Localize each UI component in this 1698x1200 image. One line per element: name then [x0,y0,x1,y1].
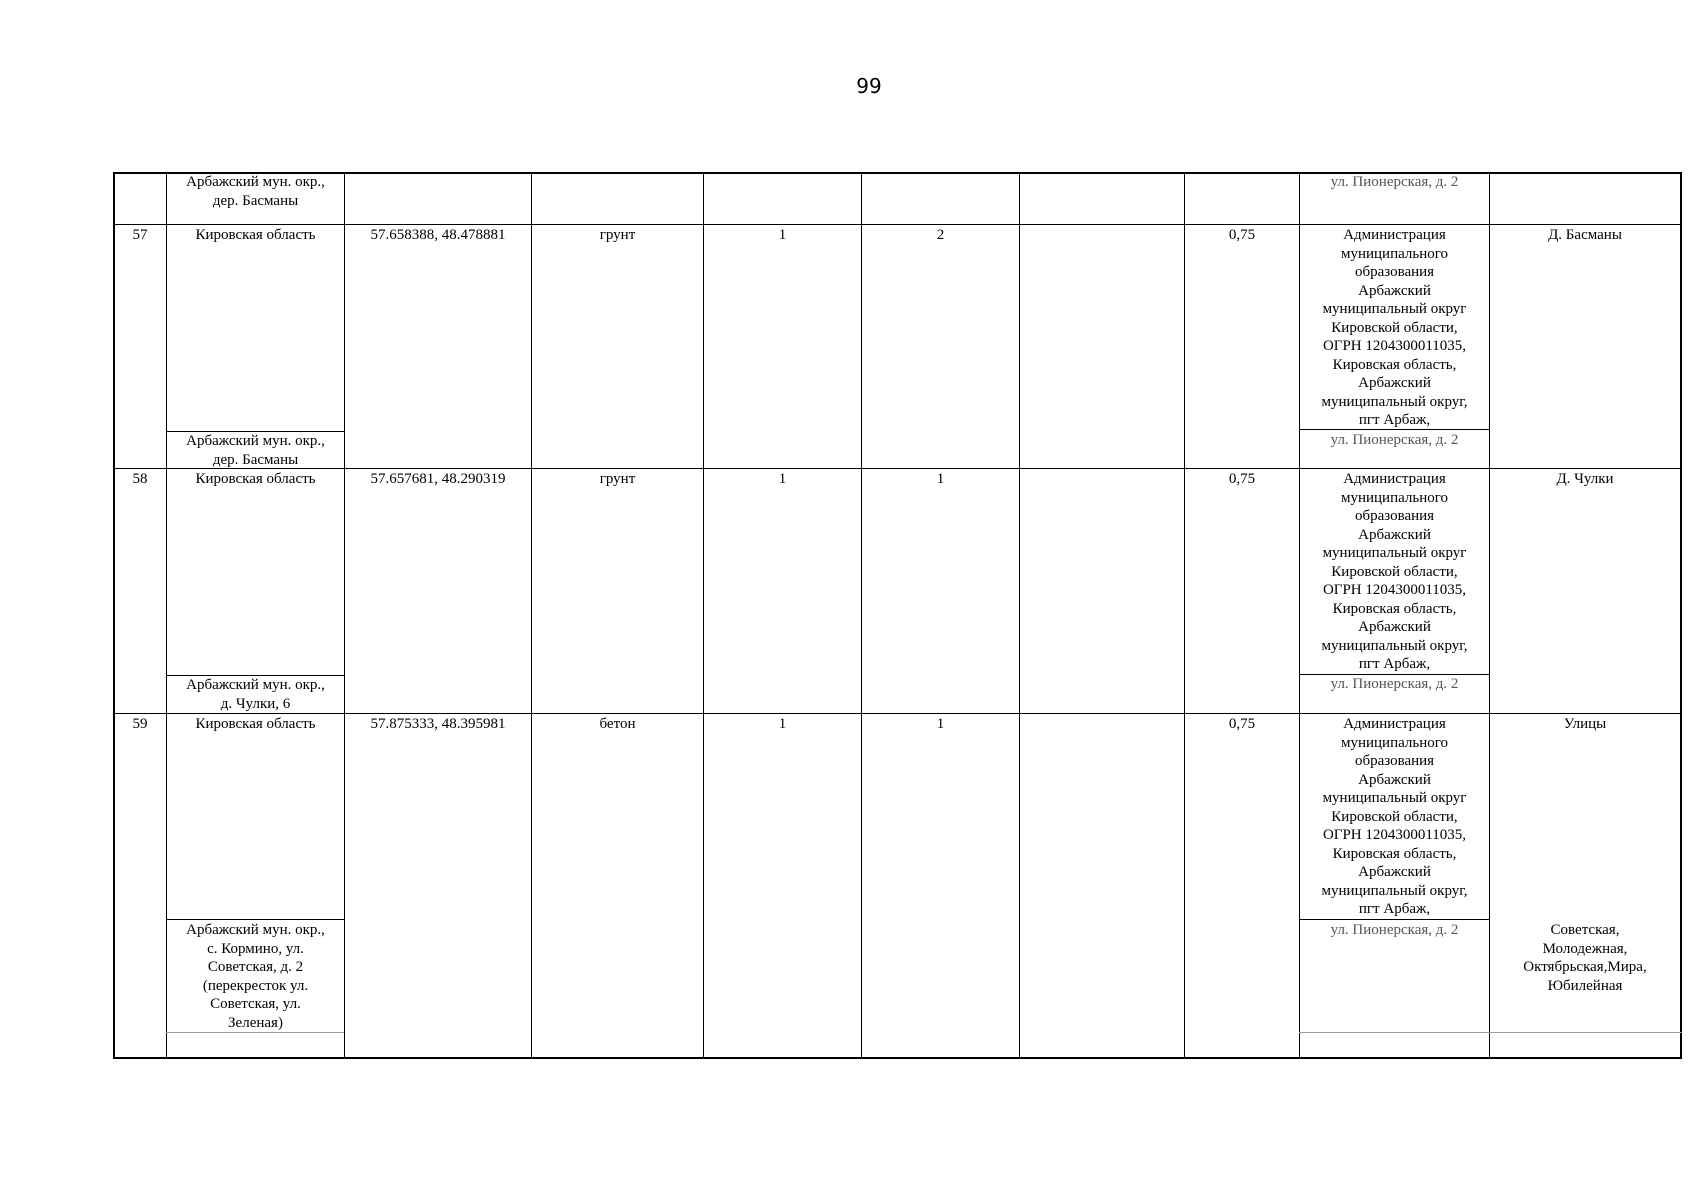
count-cell: 2 [936,227,945,243]
count-cell: 1 [936,471,945,487]
row-number: 59 [132,716,148,732]
row-number: 58 [132,471,148,487]
surface-cell: грунт [599,227,636,243]
volume-cell: 0,75 [1228,716,1256,732]
owner-tail-cell: ул. Пионерская, д. 2 [1330,432,1459,448]
location-cell: Арбажский мун. окр., с. Кормино, ул. Советская, д. 2 (перекресток ул. Советская, ул. Зеленая) [186,922,325,1031]
owner-cell: Администрация муниципального образования Арбажский муниципальный округ Кировской области, ОГРН 1204300011035, Кировская область, Арбажский муниципальный округ, пгт Арбаж, [1321,471,1468,672]
location-cell: Арбажский мун. окр., дер. Басманы [186,433,325,468]
volume-cell: 0,75 [1228,227,1256,243]
region-cell: Кировская область [195,227,316,243]
served-area-cell: Д. Басманы [1548,227,1622,243]
location-cell: Арбажский мун. окр., д. Чулки, 6 [186,677,325,712]
volume-cell: 0,75 [1228,471,1256,487]
region-cell: Кировская область [195,716,316,732]
page-number: 99 [856,74,882,98]
owner-tail-cell: ул. Пионерская, д. 2 [1330,676,1459,692]
surface-cell: грунт [599,471,636,487]
row-number: 57 [132,227,148,243]
count-cell: 1 [778,716,787,732]
coordinates-cell: 57.875333, 48.395981 [370,716,506,732]
owner-tail-cell: ул. Пионерская, д. 2 [1330,922,1459,938]
surface-cell: бетон [599,716,636,732]
region-cell: Кировская область [195,471,316,487]
served-streets-cell: Советская, Молодежная, Октябрьская,Мира, Юбилейная [1523,922,1647,994]
continuation-location: Арбажский мун. окр., дер. Басманы [186,174,325,209]
registry-table [113,172,1682,1059]
count-cell: 1 [778,227,787,243]
coordinates-cell: 57.658388, 48.478881 [370,227,506,243]
count-cell: 1 [936,716,945,732]
served-area-cell: Улицы [1563,716,1607,732]
served-area-cell: Д. Чулки [1556,471,1614,487]
owner-cell: Администрация муниципального образования Арбажский муниципальный округ Кировской области, ОГРН 1204300011035, Кировская область, Арбажский муниципальный округ, пгт Арбаж, [1321,227,1468,428]
continuation-owner-tail: ул. Пионерская, д. 2 [1330,174,1459,190]
coordinates-cell: 57.657681, 48.290319 [370,471,506,487]
owner-cell: Администрация муниципального образования Арбажский муниципальный округ Кировской области, ОГРН 1204300011035, Кировская область, Арбажский муниципальный округ, пгт Арбаж, [1321,716,1468,917]
count-cell: 1 [778,471,787,487]
